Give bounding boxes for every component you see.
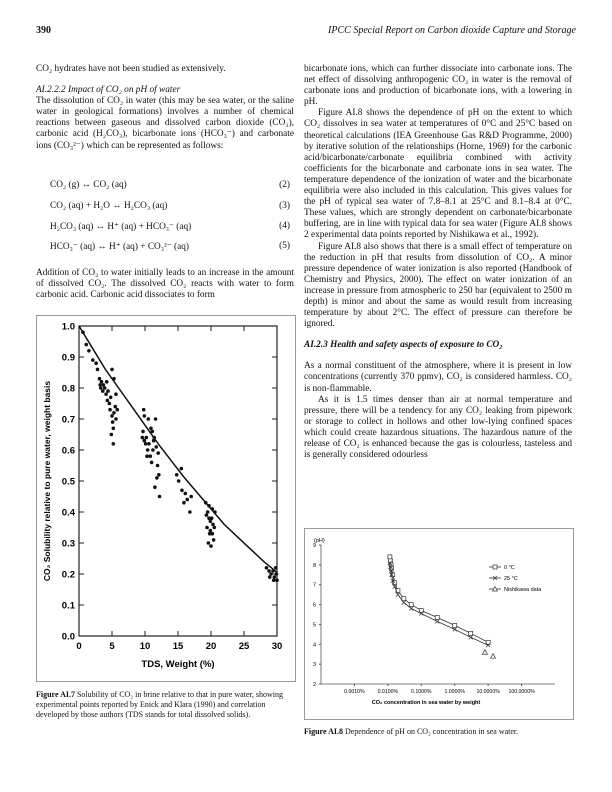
data-point	[209, 544, 213, 548]
paragraph: As it is 1.5 times denser than air at normal temperature and pressure, there will be a tendency for any CO₂ leaking from pipework or storage to collect in hollows and other low-lying confined spaces which could create hazardous situations. The hazardous nature of the release of CO₂ is enhanced because the gas is colourless, tasteless and is generally considered odourless	[304, 394, 572, 461]
data-point	[106, 399, 110, 403]
data-point	[147, 442, 151, 446]
data-point	[145, 454, 149, 458]
y-tick-label: 1.0	[61, 321, 75, 333]
x-tick-label: 10	[139, 641, 151, 652]
x-tick-label: 1.0000%	[444, 689, 465, 695]
data-point	[274, 566, 278, 570]
y-tick-label: 0.9	[61, 352, 75, 364]
series-point	[402, 601, 406, 605]
data-point	[180, 489, 184, 493]
x-axis-label: CO₂ concentration in sea water by weight	[371, 700, 481, 706]
paragraph: Figure AI.8 also shows that there is a small effect of temperature on the reduction in pH that results from dissolution of CO₂. A minor pressure dependence of water ionization is also reported (Handbook of Chemistry and Physics, 2000). The effect on water ionization of an increase in pressure from atmospheric to 250 bar (equivalent to 2500 m depth) is minor and about the same as would result from increasing temperature by about 2°C. The effect of pressure can therefore be ignored.	[304, 241, 572, 330]
equation-3	[50, 201, 290, 211]
series-point	[435, 619, 439, 623]
data-point	[185, 498, 189, 502]
x-tick-label: 0.0100%	[377, 689, 399, 695]
data-point	[151, 448, 155, 452]
y-axis-label: CO₂ Solubility relative to pure water, weight basis	[42, 380, 52, 582]
series-point	[469, 635, 473, 639]
data-point	[156, 451, 160, 455]
data-point	[155, 476, 159, 480]
data-point	[269, 572, 273, 576]
data-point	[182, 501, 186, 505]
series-line	[390, 563, 488, 645]
data-point	[91, 358, 95, 362]
y-tick-label: 0.7	[61, 414, 75, 426]
data-point	[175, 473, 179, 477]
paragraph: Figure AI.8 shows the dependence of pH on the extent to which CO₂ dissolves in sea water at temperatures of 0°C and 25°C based on theoretical calculations (IEA Greenhouse Gas R&D Programme, 2000) by iterative solution of the relationships (Horne, 1969) for the carbonic acid/bicarbonate/carbonate equilibria combined with activity coefficients for the bicarbonate and carbonate ions in sea water. The temperature dependence of the ionization of water and the bicarbonate equilibria were also included in this calculation. This gives values for the pH of typical sea water of 7.8–8.1 at 25°C and 8.1–8.4 at 0°C. These values, which are strongly dependent on carbonate/bicarbonate buffering, are in line with typical data for sea water (Figure AI.8 shows 2 experimental data points reported by Nishikawa et al., 1992).	[304, 108, 572, 241]
legend-label: 25 °C	[504, 576, 518, 582]
data-point	[102, 383, 106, 387]
data-point	[177, 479, 181, 483]
caption-label: Figure AI.7	[36, 690, 75, 699]
data-point	[106, 389, 110, 393]
y-tick-label: 0.6	[61, 445, 75, 457]
y-tick-label: 0.0	[61, 631, 75, 643]
data-point	[101, 389, 105, 393]
x-tick-label: 100.0000%	[508, 689, 535, 695]
y-tick-label: 0.1	[61, 600, 75, 612]
data-point	[152, 436, 156, 440]
data-point	[150, 461, 154, 465]
x-axis-label: TDS, Weight (%)	[141, 659, 215, 670]
figure-ai8	[304, 528, 574, 720]
series-point	[402, 597, 406, 601]
x-tick-label: 0.0010%	[344, 689, 365, 695]
data-point	[108, 408, 112, 412]
data-point	[210, 516, 214, 520]
data-point	[205, 526, 209, 530]
series-point	[396, 593, 400, 597]
equation-number: (4)	[279, 221, 290, 231]
data-point	[98, 377, 102, 381]
y-tick-label: 6	[312, 602, 316, 609]
paragraph: Addition of CO₂ to water initially leads to an increase in the amount of dissolved CO₂. The dissolved CO₂ reacts with water to form carbonic acid. Carbonic acid dissociates to form	[36, 268, 294, 301]
data-point	[111, 420, 115, 424]
paragraph: As a normal constituent of the atmosphere, where it is present in low concentrations (currently 370 ppmv), CO₂ is considered harmless. CO₂ is non-flammable.	[304, 361, 572, 394]
data-point	[212, 538, 216, 542]
equation-text: CO₂ (aq) + H₂O ↔ H₂CO₃ (aq)	[50, 201, 168, 211]
section-heading: AI.2.3 Health and safety aspects of exposure to CO₂	[304, 340, 503, 351]
data-point	[209, 529, 213, 533]
data-point	[112, 377, 116, 381]
data-point	[110, 368, 114, 372]
data-point	[115, 408, 119, 412]
equation-number: (5)	[279, 241, 290, 251]
series-point	[482, 650, 487, 655]
data-point	[211, 532, 215, 536]
equation-text: CO₂ (g) ↔ CO₂ (aq)	[50, 180, 127, 190]
caption-label: Figure AI.8	[304, 727, 343, 736]
data-point	[84, 343, 88, 347]
data-point	[154, 445, 158, 449]
data-point	[145, 436, 149, 440]
data-point	[94, 361, 98, 365]
data-point	[112, 427, 116, 431]
data-point	[211, 523, 215, 527]
data-point	[99, 386, 103, 390]
paragraph: CO₂ hydrates have not been studied as extensively.	[36, 64, 226, 74]
y-tick-label: 0.4	[61, 507, 75, 519]
figure-ai7	[36, 315, 296, 682]
data-point	[156, 464, 160, 468]
data-point	[143, 439, 147, 443]
y-tick-label: 9	[312, 543, 316, 549]
right-column	[304, 64, 572, 461]
y-tick-label: 4	[312, 642, 316, 649]
left-column-top	[36, 64, 294, 152]
data-point	[268, 575, 272, 579]
page-number: 390	[36, 25, 51, 36]
data-point	[143, 414, 147, 418]
data-point	[105, 380, 109, 384]
running-title: IPCC Special Report on Carbon dioxide Capture and Storage	[328, 25, 576, 36]
data-point	[81, 330, 85, 334]
data-point	[158, 495, 162, 499]
data-point	[209, 520, 213, 524]
data-point	[148, 454, 152, 458]
y-tick-label: 5	[312, 622, 316, 629]
series-point	[453, 623, 457, 627]
data-point	[147, 417, 151, 421]
data-point	[110, 433, 114, 437]
correlation-curve	[79, 326, 277, 572]
x-tick-label: 5	[109, 641, 115, 652]
data-point	[96, 368, 100, 372]
data-point	[206, 510, 210, 514]
data-point	[114, 405, 118, 409]
equation-4	[50, 221, 290, 232]
series-point	[409, 603, 413, 607]
equation-text: HCO₃⁻ (aq) ↔ H⁺ (aq) + CO₃²⁻ (aq)	[50, 242, 189, 252]
y-tick-label: 8	[312, 562, 316, 569]
figure-ai8-caption	[304, 727, 572, 737]
data-point	[98, 383, 102, 387]
data-point	[152, 439, 156, 443]
x-tick-label: 15	[172, 641, 184, 652]
legend-label: Nishikawa data	[504, 587, 542, 593]
series-point	[469, 631, 473, 635]
data-point	[275, 578, 279, 582]
y-tick-label: 3	[312, 662, 316, 669]
ph-chart	[305, 529, 573, 719]
x-tick-label: 0	[76, 641, 82, 652]
legend-marker	[493, 565, 497, 569]
solubility-chart	[37, 316, 295, 681]
data-point	[205, 513, 209, 517]
y-tick-label: 7	[312, 582, 316, 589]
data-point	[103, 386, 107, 390]
data-point	[180, 467, 184, 471]
data-point	[150, 430, 154, 434]
data-point	[189, 495, 193, 499]
data-point	[149, 427, 153, 431]
data-point	[273, 575, 277, 579]
data-point	[109, 396, 113, 400]
data-point	[188, 510, 192, 514]
caption-text: Dependence of pH on CO₂ concentration in sea water.	[342, 727, 519, 736]
x-tick-label: 0.1000%	[411, 689, 432, 695]
data-point	[265, 566, 269, 570]
data-point	[207, 504, 211, 508]
data-point	[141, 436, 145, 440]
data-point	[271, 569, 275, 573]
data-point	[87, 349, 91, 353]
paragraph: bicarbonate ions, which can further dissociate into carbonate ions. The net effect of dissolving anthropogenic CO₂ in water is the removal of carbonate ions and production of bicarbonate ions, with a lowering in pH.	[304, 64, 572, 108]
x-tick-label: 10.0000%	[476, 689, 500, 695]
data-point	[114, 392, 118, 396]
data-point	[144, 442, 148, 446]
series-point	[409, 607, 413, 611]
data-point	[114, 417, 118, 421]
x-tick-label: 25	[238, 641, 250, 652]
data-point	[153, 485, 157, 489]
equation-number: (2)	[279, 180, 290, 190]
y-tick-label: 0.5	[61, 476, 75, 488]
equation-5	[50, 241, 290, 252]
equation-2	[50, 180, 290, 190]
data-point	[100, 380, 104, 384]
equation-number: (3)	[279, 201, 290, 211]
y-tick-label: 2	[312, 682, 316, 688]
data-point	[112, 442, 116, 446]
legend-label: 0 °C	[504, 565, 515, 571]
left-column-continued	[36, 268, 294, 301]
figure-ai7-caption	[36, 690, 294, 720]
x-tick-label: 30	[271, 641, 283, 652]
series-point	[435, 615, 439, 619]
y-tick-label: 0.3	[61, 538, 75, 550]
data-point	[267, 569, 271, 573]
series-point	[453, 627, 457, 631]
data-point	[154, 417, 158, 421]
data-point	[213, 526, 217, 530]
caption-text: Solubility of CO₂ in brine relative to that in pure water, showing experimental points reported by Enick and Klara (1990) and correlation developed by those authors (TDS stands for total dissolved solids).	[36, 690, 283, 719]
y-tick-label: 0.8	[61, 383, 75, 395]
data-point	[275, 572, 279, 576]
data-point	[112, 411, 116, 415]
data-point	[272, 578, 276, 582]
data-point	[141, 430, 145, 434]
data-point	[183, 492, 187, 496]
data-point	[142, 408, 146, 412]
y-tick-label: 0.2	[61, 569, 75, 581]
data-point	[104, 392, 108, 396]
paragraph: The dissolution of CO₂ in water (this may be sea water, or the saline water in geological formations) involves a number of chemical reactions between gaseous and dissolved carbon dioxide (CO₂), carbonic acid (H₂CO₃), bicarbonate ions (HCO₃⁻) and carbonate ions (CO₃²⁻) which can be represented as follows:	[36, 96, 294, 151]
y-axis-label: (pH)	[314, 538, 325, 544]
section-heading: AI.2.2.2 Impact of CO₂ on pH of water	[36, 85, 181, 96]
data-point	[110, 414, 114, 418]
data-point	[213, 510, 217, 514]
data-point	[207, 541, 211, 545]
series-point	[388, 555, 392, 559]
x-tick-label: 20	[205, 641, 217, 652]
data-point	[108, 402, 112, 406]
data-point	[204, 501, 208, 505]
equation-text: H₂CO₃ (aq) ↔ H⁺ (aq) + HCO₃⁻ (aq)	[50, 222, 192, 232]
data-point	[146, 448, 150, 452]
data-point	[157, 473, 161, 477]
series-point	[491, 654, 496, 659]
data-point	[211, 507, 215, 511]
